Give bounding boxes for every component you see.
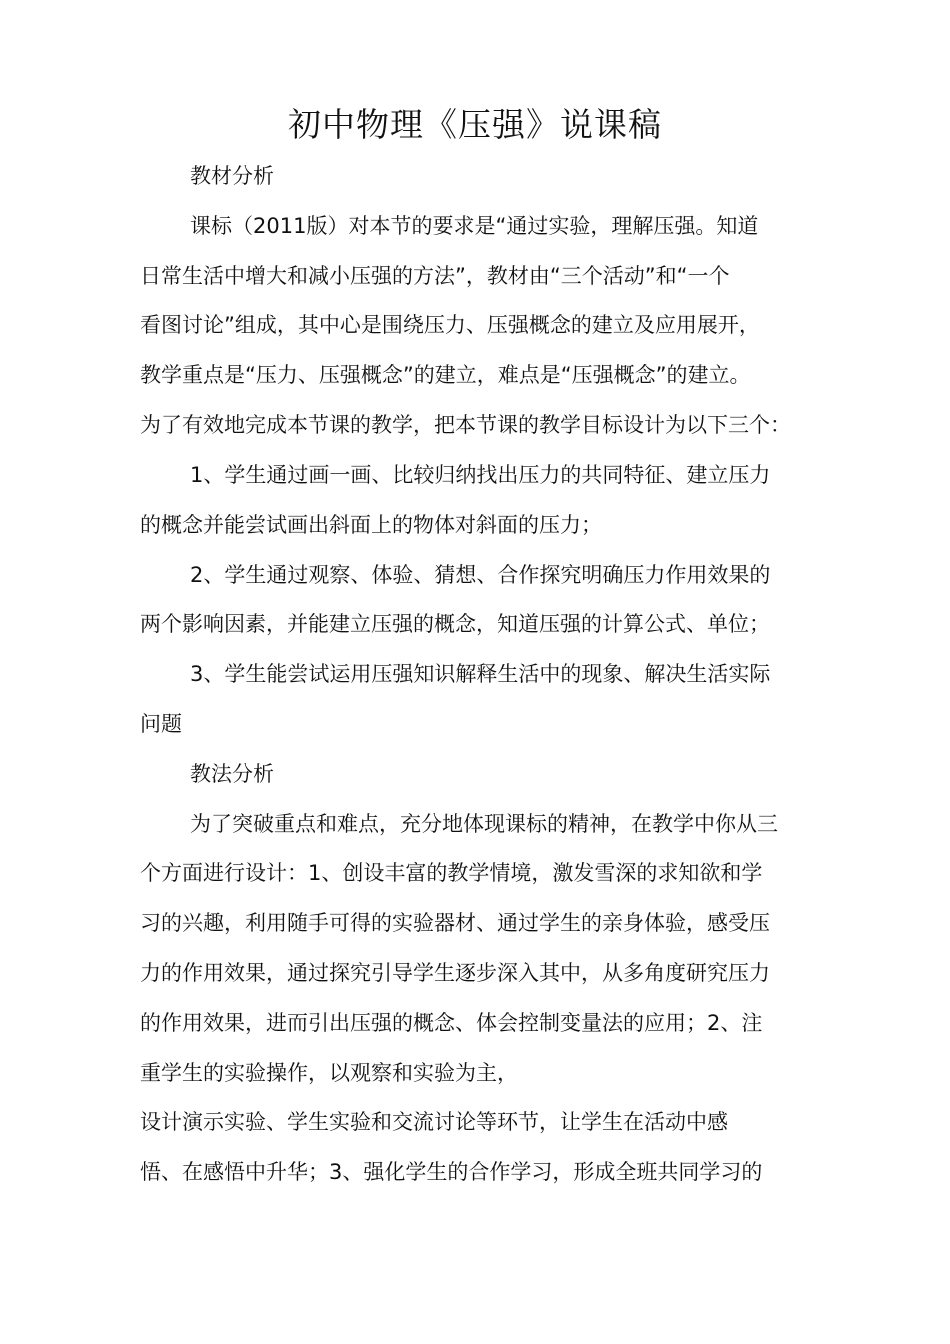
paragraph-line: 为了有效地完成本节课的教学，把本节课的教学目标设计为以下三个： xyxy=(140,413,791,437)
paragraph-line: 的作用效果，进而引出压强的概念、体会控制变量法的应用；2、注 xyxy=(140,1011,763,1035)
paragraph-line: 重学生的实验操作，以观察和实验为主， xyxy=(140,1061,518,1085)
paragraph-line: 习的兴趣，利用随手可得的实验器材、通过学生的亲身体验，感受压 xyxy=(140,911,770,935)
goal-3-line: 问题 xyxy=(140,712,182,736)
paragraph-line: 教学重点是“压力、压强概念”的建立，难点是“压强概念”的建立。 xyxy=(140,363,751,387)
paragraph-line: 个方面进行设计：1、创设丰富的教学情境，激发雪深的求知欲和学 xyxy=(140,861,763,885)
goal-3-line: 3、学生能尝试运用压强知识解释生活中的现象、解决生活实际 xyxy=(190,662,771,686)
paragraph-line: 悟、在感悟中升华；3、强化学生的合作学习，形成全班共同学习的 xyxy=(140,1160,763,1184)
goal-1-line: 的概念并能尝试画出斜面上的物体对斜面的压力； xyxy=(140,513,602,537)
paragraph-line: 设计演示实验、学生实验和交流讨论等环节，让学生在活动中感 xyxy=(140,1110,728,1134)
goal-1-line: 1、学生通过画一画、比较归纳找出压力的共同特征、建立压力 xyxy=(190,463,771,487)
paragraph-line: 看图讨论”组成，其中心是围绕压力、压强概念的建立及应用展开， xyxy=(140,313,760,337)
goal-2-line: 两个影响因素，并能建立压强的概念，知道压强的计算公式、单位； xyxy=(140,612,770,636)
goal-2-line: 2、学生通过观察、体验、猜想、合作探究明确压力作用效果的 xyxy=(190,563,771,587)
section-heading-teaching-method-analysis: 教法分析 xyxy=(190,762,274,786)
section-heading-textbook-analysis: 教材分析 xyxy=(190,164,274,188)
paragraph-line: 课标（2011版）对本节的要求是“通过实验，理解压强。知道 xyxy=(190,214,759,238)
paragraph-line: 为了突破重点和难点，充分地体现课标的精神，在教学中你从三 xyxy=(190,812,778,836)
document-title: 初中物理《压强》说课稿 xyxy=(288,105,662,144)
paragraph-line: 力的作用效果，通过探究引导学生逐步深入其中，从多角度研究压力 xyxy=(140,961,770,985)
paragraph-line: 日常生活中增大和减小压强的方法”，教材由“三个活动”和“一个 xyxy=(140,264,730,288)
